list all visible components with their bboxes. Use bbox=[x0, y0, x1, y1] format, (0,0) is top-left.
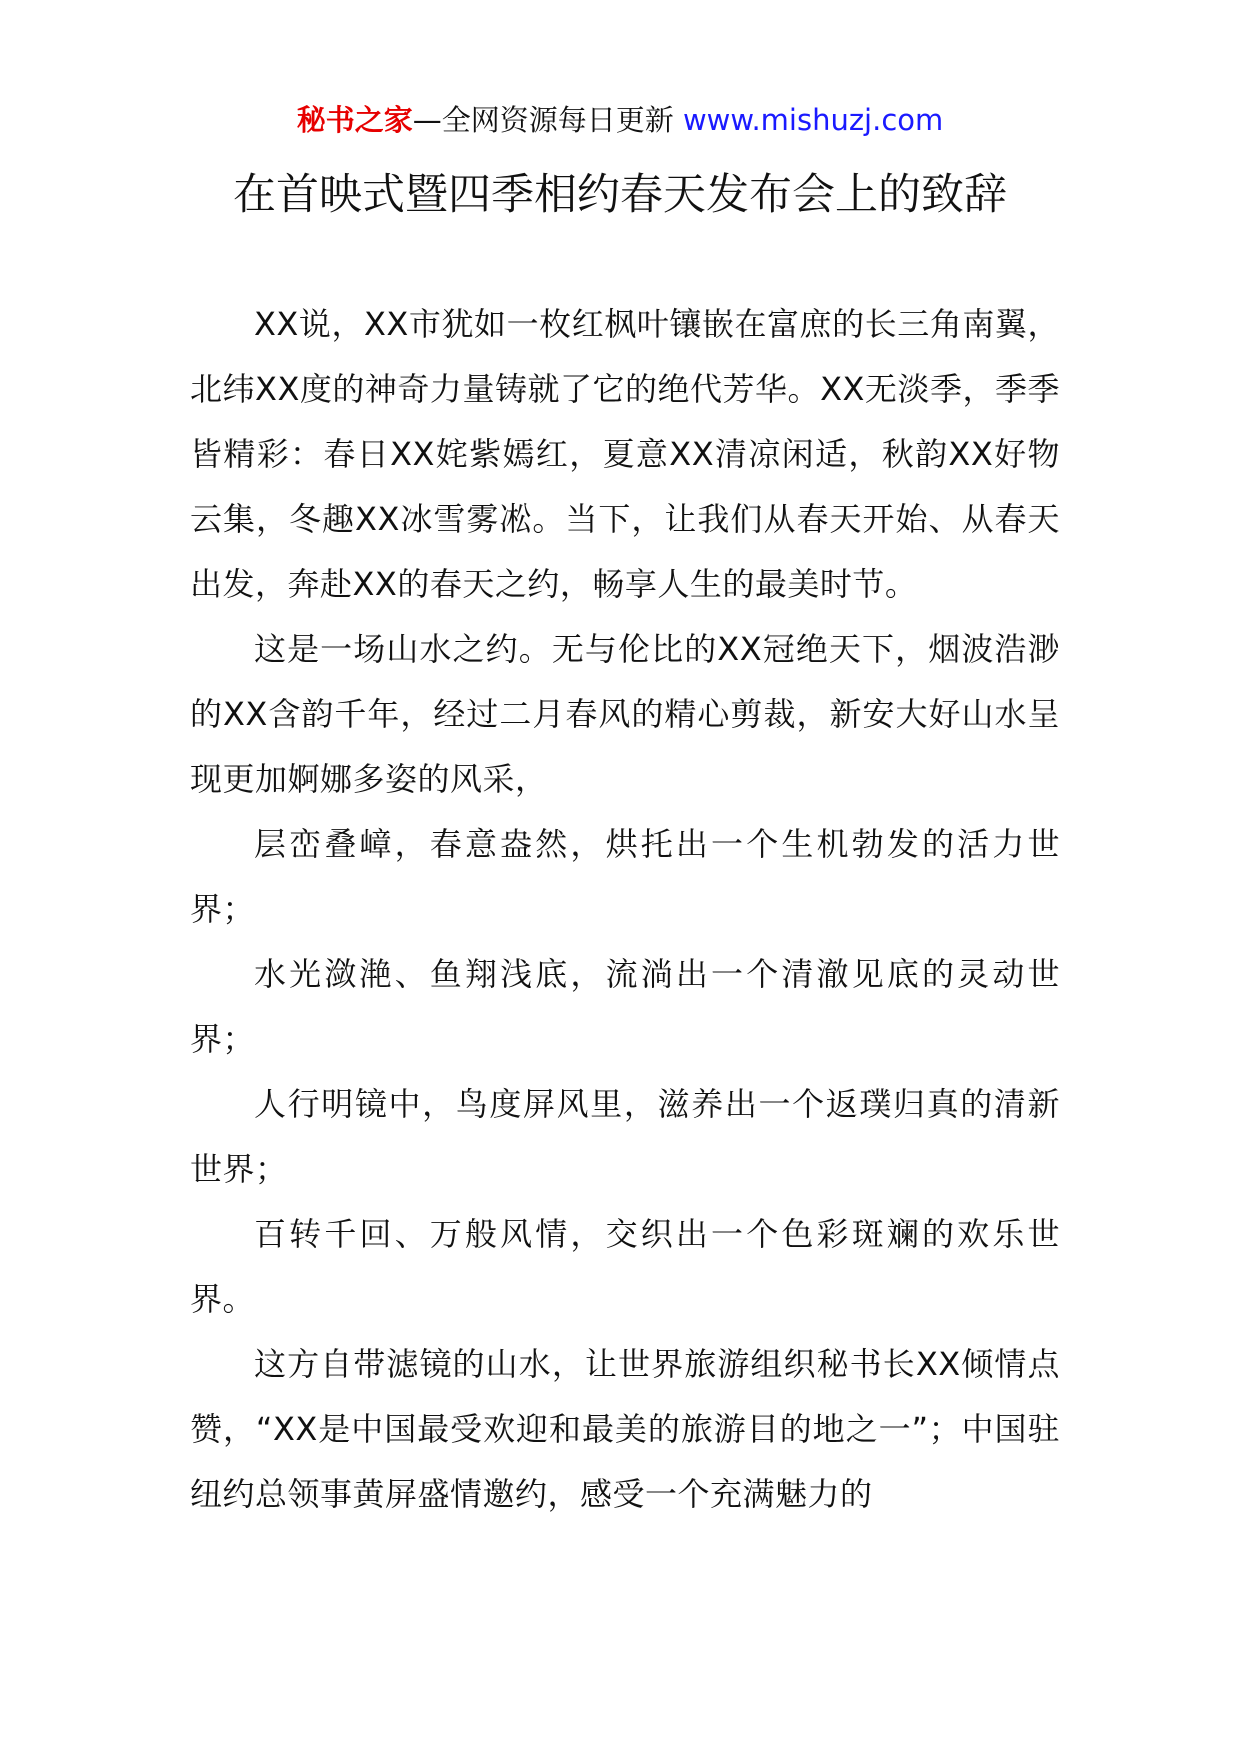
paragraph: 人行明镜中，鸟度屏风里，滋养出一个返璞归真的清新世界； bbox=[190, 1085, 1060, 1188]
site-url-link[interactable]: www.mishuzj.com bbox=[682, 103, 944, 137]
document-body bbox=[190, 292, 1060, 1527]
paragraph: 水光潋滟、鱼翔浅底，流淌出一个清澈见底的灵动世界； bbox=[190, 955, 1060, 1058]
brand-name: 秘书之家 bbox=[296, 103, 413, 137]
paragraph: XX说，XX市犹如一枚红枫叶镶嵌在富庶的长三角南翼，北纬XX度的神奇力量铸就了它的绝代芳华。XX无淡季，季季皆精彩：春日XX姹紫嫣红，夏意XX清凉闲适，秋韵XX好物云集，冬趣XX冰雪雾凇。当下，让我们从春天开始、从春天出发，奔赴XX的春天之约，畅享人生的最美时节。 bbox=[190, 305, 1060, 603]
site-header bbox=[0, 100, 1240, 140]
document-title: 在首映式暨四季相约春天发布会上的致辞 bbox=[233, 170, 1007, 220]
paragraph: 百转千回、万般风情，交织出一个色彩斑斓的欢乐世界。 bbox=[190, 1215, 1060, 1318]
paragraph: 这是一场山水之约。无与伦比的XX冠绝天下，烟波浩渺的XX含韵千年，经过二月春风的精心剪裁，新安大好山水呈现更加婀娜多姿的风采， bbox=[190, 630, 1060, 798]
paragraph: 层峦叠嶂，春意盎然，烘托出一个生机勃发的活力世界； bbox=[190, 825, 1060, 928]
paragraph: 这方自带滤镜的山水，让世界旅游组织秘书长XX倾情点赞，“XX是中国最受欢迎和最美的旅游目的地之一”；中国驻纽约总领事黄屏盛情邀约，感受一个充满魅力的 bbox=[190, 1345, 1060, 1513]
header-tagline: —全网资源每日更新 bbox=[412, 103, 683, 137]
